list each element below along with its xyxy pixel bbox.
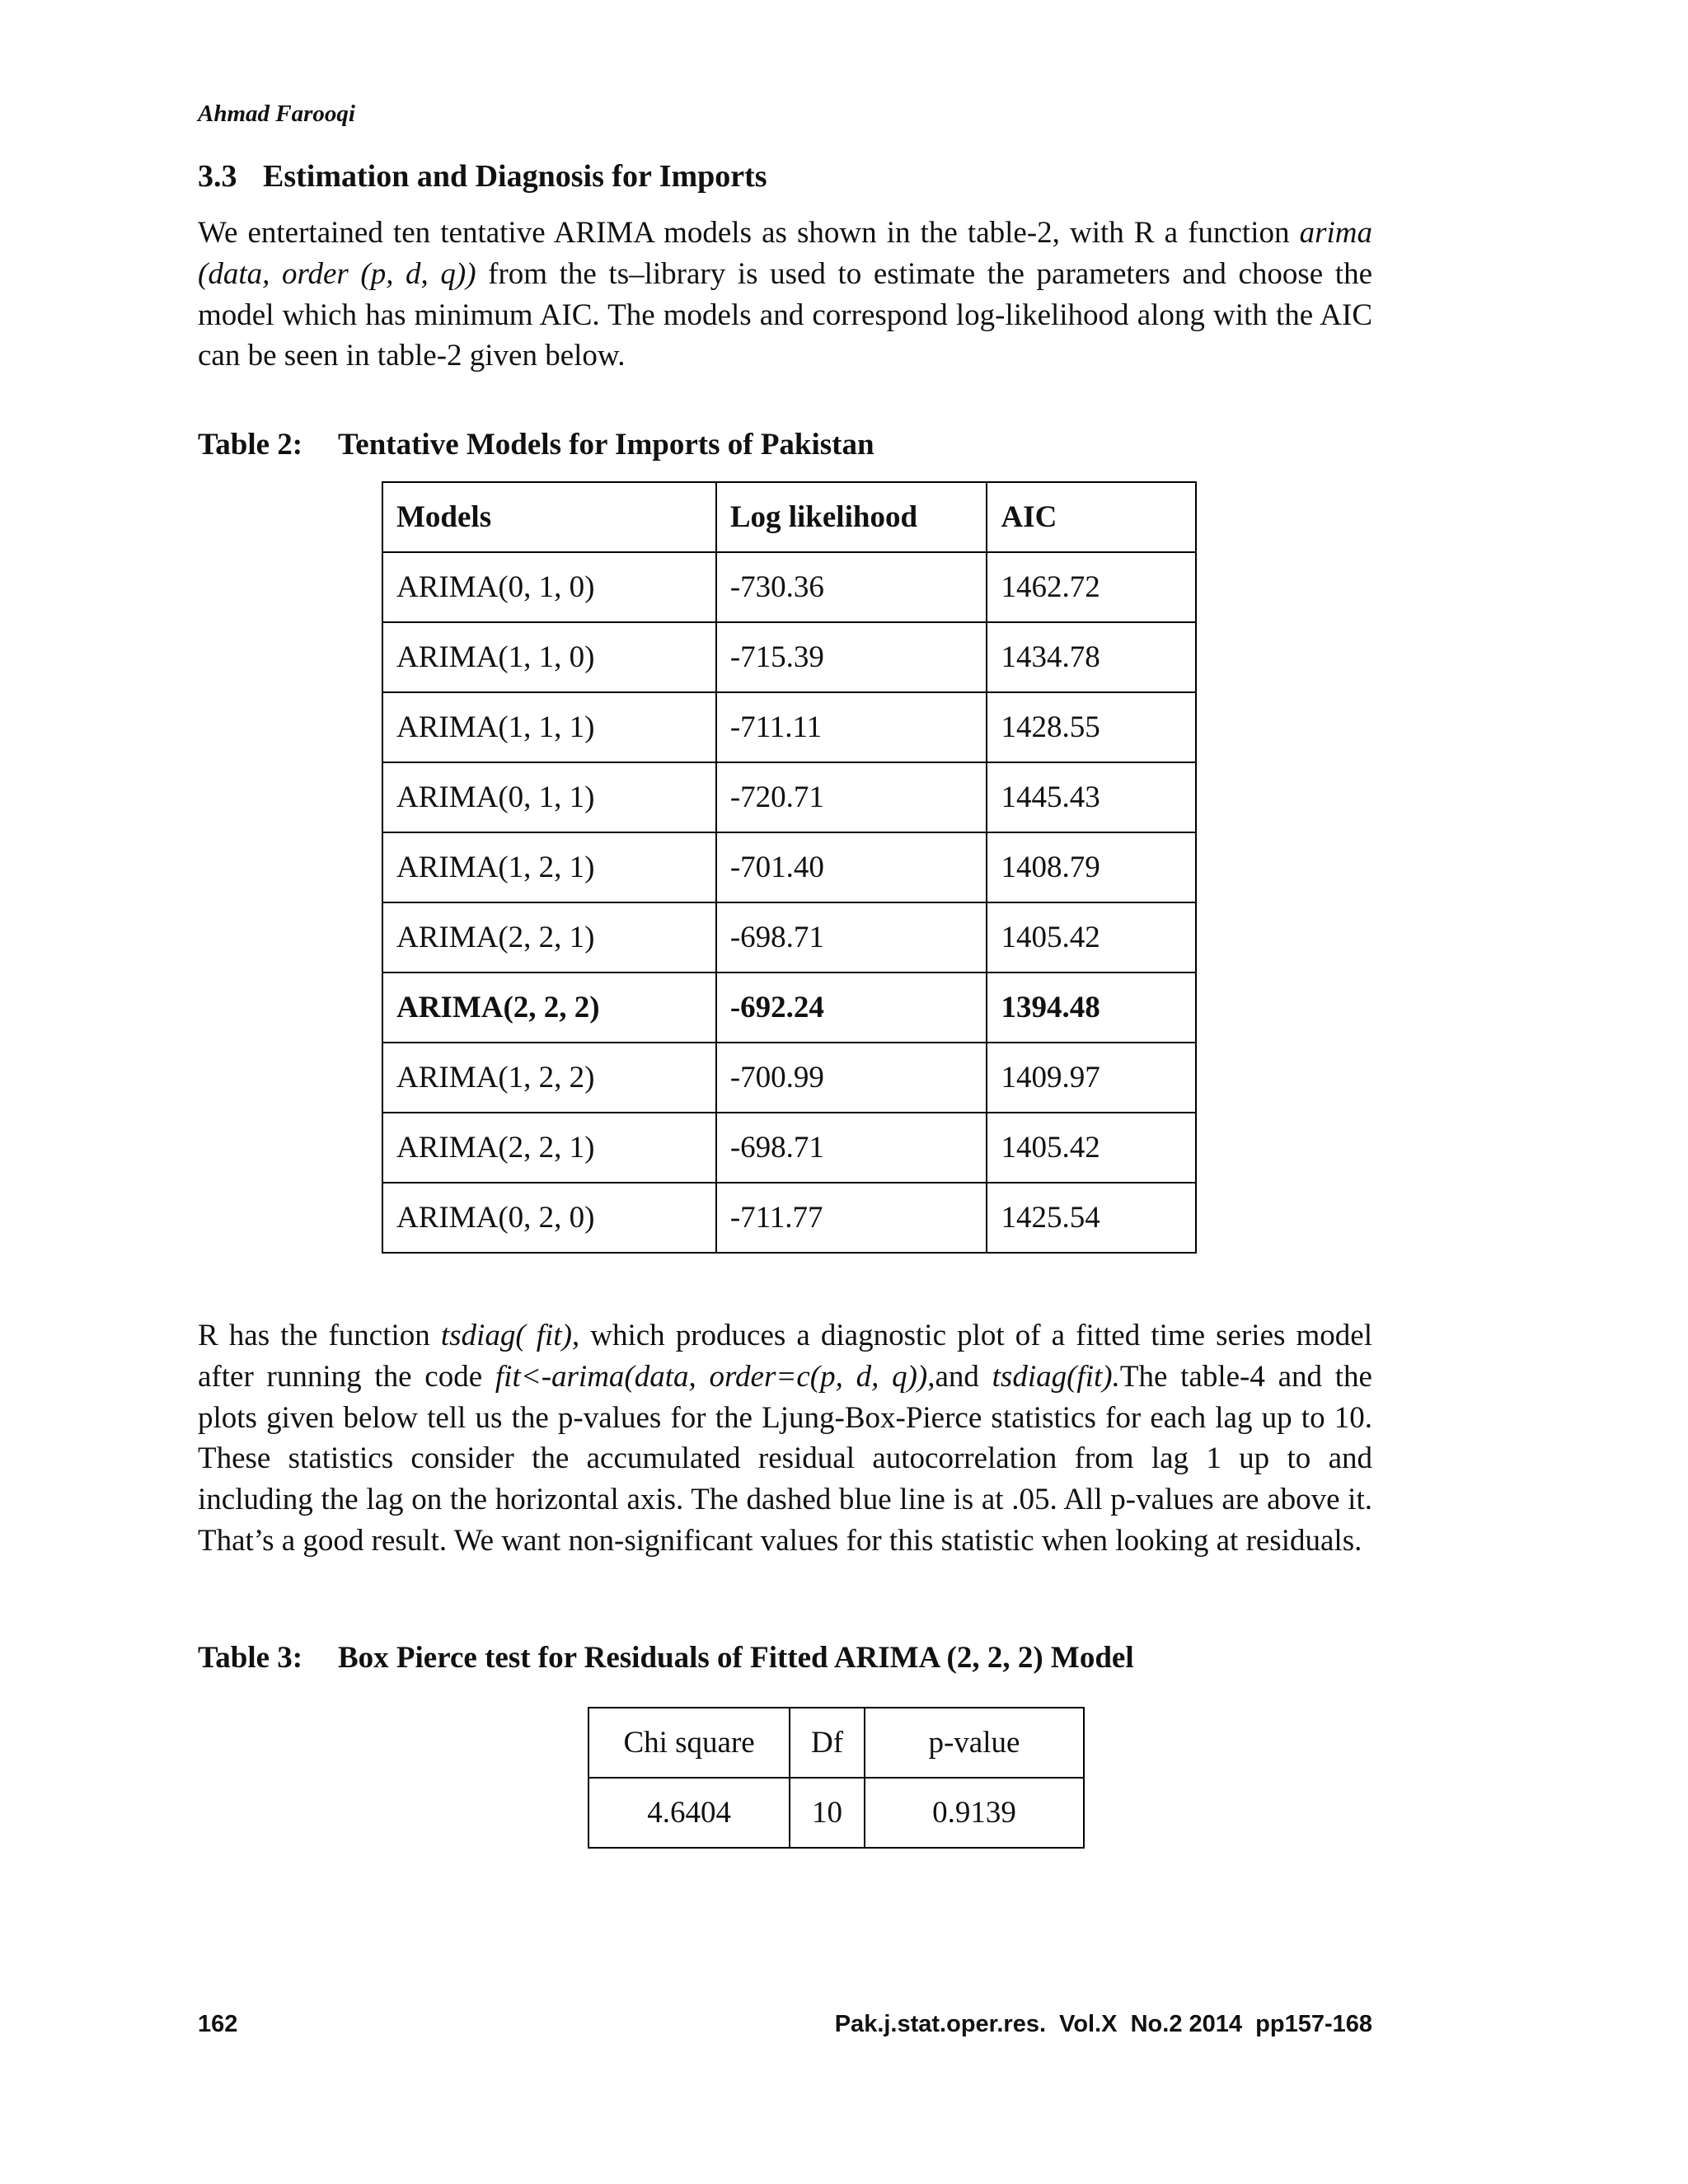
section-heading (198, 157, 767, 196)
log-likelihood-cell: -700.99 (716, 1043, 987, 1113)
model-cell: ARIMA(0, 2, 0) (382, 1183, 716, 1253)
table-row-selected-model (382, 972, 1196, 1043)
paragraph-2-code-tsdiag-fit: tsdiag(fit). (992, 1359, 1120, 1394)
table-2-header-log-likelihood: Log likelihood (716, 482, 987, 552)
table-row (382, 692, 1196, 762)
aic-cell: 1428.55 (987, 692, 1196, 762)
table-row (382, 552, 1196, 622)
model-cell: ARIMA(1, 1, 1) (382, 692, 716, 762)
aic-cell: 1445.43 (987, 762, 1196, 832)
aic-cell: 1409.97 (987, 1043, 1196, 1113)
journal-reference: Pak.j.stat.oper.res. Vol.X No.2 2014 pp157-168 (834, 2011, 1372, 2037)
table-row (382, 1113, 1196, 1183)
aic-cell: 1408.79 (987, 832, 1196, 902)
table-3-label: Table 3: (198, 1641, 303, 1675)
paragraph-2-text-c: and (935, 1359, 992, 1394)
table-2 (382, 481, 1197, 1254)
model-cell: ARIMA(2, 2, 1) (382, 1113, 716, 1183)
table-2-header-aic: AIC (987, 482, 1196, 552)
chi-square-cell: 4.6404 (588, 1778, 790, 1848)
df-cell: 10 (790, 1778, 865, 1848)
log-likelihood-cell: -698.71 (716, 1113, 987, 1183)
model-cell: ARIMA(0, 1, 0) (382, 552, 716, 622)
p-value-cell: 0.9139 (865, 1778, 1084, 1848)
table-2-caption (198, 425, 874, 465)
table-3-header-p-value: p-value (865, 1708, 1084, 1778)
log-likelihood-cell: -730.36 (716, 552, 987, 622)
paragraph-1-text-a: We entertained ten tentative ARIMA models as shown in the table-2, with R a function (198, 216, 1300, 250)
log-likelihood-cell: -715.39 (716, 622, 987, 692)
model-cell: ARIMA(2, 2, 1) (382, 902, 716, 972)
table-row (382, 762, 1196, 832)
paragraph-1 (198, 213, 1372, 377)
paragraph-2-code-fit: fit<-arima(data, order=c(p, d, q)), (495, 1359, 935, 1394)
paragraph-2 (198, 1315, 1372, 1562)
table-row (588, 1778, 1084, 1848)
model-cell: ARIMA(0, 1, 1) (382, 762, 716, 832)
aic-cell: 1405.42 (987, 1113, 1196, 1183)
log-likelihood-cell: -720.71 (716, 762, 987, 832)
model-cell: ARIMA(1, 2, 1) (382, 832, 716, 902)
table-row (382, 622, 1196, 692)
model-cell: ARIMA(1, 1, 0) (382, 622, 716, 692)
aic-cell: 1462.72 (987, 552, 1196, 622)
section-title: Estimation and Diagnosis for Imports (263, 159, 767, 194)
page-number: 162 (198, 2011, 238, 2037)
table-2-label: Table 2: (198, 428, 303, 462)
table-row (382, 1183, 1196, 1253)
aic-cell: 1405.42 (987, 902, 1196, 972)
log-likelihood-cell: -701.40 (716, 832, 987, 902)
log-likelihood-cell: -692.24 (716, 972, 987, 1043)
table-row (382, 1043, 1196, 1113)
paragraph-1-code-arima: arima (data, order (p, d, q)) (198, 216, 1372, 291)
section-number: 3.3 (198, 159, 237, 194)
paragraph-2-text-a: R has the function (198, 1319, 441, 1352)
table-row (382, 832, 1196, 902)
table-3-header-chi-square: Chi square (588, 1708, 790, 1778)
table-row (382, 902, 1196, 972)
paragraph-2-code-tsdiag: tsdiag( fit), (440, 1319, 580, 1352)
log-likelihood-cell: -698.71 (716, 902, 987, 972)
running-head: Ahmad Farooqi (198, 101, 355, 127)
aic-cell: 1394.48 (987, 972, 1196, 1043)
table-2-header-row (382, 482, 1196, 552)
log-likelihood-cell: -711.11 (716, 692, 987, 762)
table-3-caption (198, 1638, 1134, 1678)
table-3 (588, 1707, 1085, 1849)
table-3-header-df: Df (790, 1708, 865, 1778)
paragraph-2-text-b: which produces a diagnostic plot of a fitted time series model after running the code (198, 1319, 1372, 1394)
paragraph-2-text-d: The table-4 and the plots given below tell us the p-values for the Ljung-Box-Pierce statistics for each lag up to 10. These statistics consider the accumulated residual autocorrelation from lag 1 up to and including the lag on the horizontal axis. The dashed blue line is at .05. All p-values are above it. That’s a good result. We want non-significant values for this statistic when looking at residuals. (198, 1359, 1372, 1558)
table-3-title: Box Pierce test for Residuals of Fitted ARIMA (2, 2, 2) Model (338, 1641, 1134, 1675)
paragraph-1-text-b: from the ts–library is used to estimate the parameters and choose the model which has minimum AIC. The models and correspond log-likelihood along with the AIC can be seen in table-2 given below. (198, 256, 1372, 373)
log-likelihood-cell: -711.77 (716, 1183, 987, 1253)
table-3-header-row (588, 1708, 1084, 1778)
model-cell: ARIMA(2, 2, 2) (382, 972, 716, 1043)
table-2-header-models: Models (382, 482, 716, 552)
table-2-title: Tentative Models for Imports of Pakistan (338, 428, 874, 462)
aic-cell: 1434.78 (987, 622, 1196, 692)
aic-cell: 1425.54 (987, 1183, 1196, 1253)
model-cell: ARIMA(1, 2, 2) (382, 1043, 716, 1113)
